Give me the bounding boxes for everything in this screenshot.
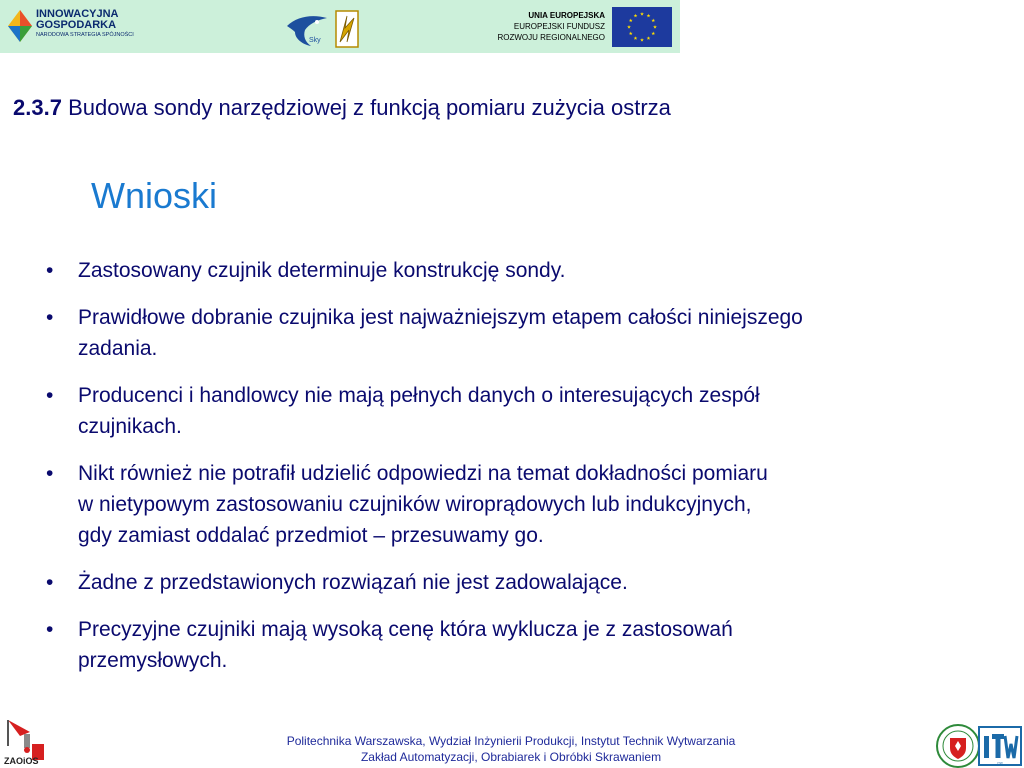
zaoios-label: ZAOiOS: [4, 756, 39, 766]
list-item: [46, 255, 1006, 286]
conclusions-heading: Wnioski: [91, 175, 218, 216]
bullet-marker: •: [46, 571, 54, 594]
innovative-economy-logo-icon: [6, 6, 34, 46]
itw-logo-icon: [978, 726, 1022, 766]
list-item-line: gdy zamiast oddalać przedmiot – przesuwamy go.: [78, 524, 544, 547]
list-item: [46, 567, 1006, 598]
eu-line2: EUROPEJSKI FUNDUSZ: [513, 22, 605, 31]
section-title-text: Budowa sondy narzędziowej z funkcją pomiaru zużycia ostrza: [68, 95, 671, 120]
program-logo-line3: NARODOWA STRATEGIA SPÓJNOŚCI: [36, 32, 134, 38]
bullet-marker: •: [46, 462, 54, 485]
bullet-marker: •: [46, 259, 54, 282]
section-title: [13, 95, 671, 121]
conclusions-list: [46, 255, 1006, 692]
program-logo-line1: INNOWACYJNA: [36, 8, 119, 20]
bird-logo-icon: [283, 8, 331, 48]
bullet-marker: •: [46, 384, 54, 407]
regional-logo-icon: [335, 10, 359, 48]
zaoios-logo-icon: [2, 716, 48, 766]
list-item-line: zadania.: [78, 337, 158, 360]
footer-line1: Politechnika Warszawska, Wydział Inżynierii Produkcji, Instytut Technik Wytwarzania: [286, 734, 736, 748]
section-number: 2.3.7: [13, 95, 62, 120]
list-item-line: w nietypowym zastosowaniu czujników wiroprądowych lub indukcyjnych,: [78, 493, 752, 516]
bird-logo-text: Sky: [309, 37, 321, 44]
eu-flag-icon: [612, 7, 672, 47]
eu-line3: ROZWOJU REGIONALNEGO: [497, 33, 605, 42]
footer-text: [256, 733, 766, 765]
list-item-line: Żadne z przedstawionych rozwiązań nie jest zadowalające.: [78, 571, 628, 594]
program-logo-text: [36, 9, 134, 39]
list-item-line: czujnikach.: [78, 415, 182, 438]
itw-label: ITW: [997, 761, 1003, 765]
header-banner: [0, 0, 680, 53]
list-item: [46, 614, 1006, 676]
list-item-line: przemysłowych.: [78, 649, 228, 672]
list-item: [46, 302, 1006, 364]
bullet-marker: •: [46, 618, 54, 641]
eu-line1: UNIA EUROPEJSKA: [528, 11, 605, 20]
program-logo-line2: GOSPODARKA: [36, 19, 117, 31]
list-item: [46, 380, 1006, 442]
bullet-marker: •: [46, 306, 54, 329]
list-item-line: Nikt również nie potrafił udzielić odpowiedzi na temat dokładności pomiaru: [78, 462, 768, 485]
list-item: [46, 458, 1006, 551]
list-item-line: Zastosowany czujnik determinuje konstrukcję sondy.: [78, 259, 566, 282]
list-item-line: Precyzyjne czujniki mają wysoką cenę która wyklucza je z zastosowań: [78, 618, 733, 641]
footer-line2: Zakład Automatyzacji, Obrabiarek i Obróbki Skrawaniem: [360, 750, 662, 764]
university-seal-icon: [936, 724, 980, 768]
list-item-line: Prawidłowe dobranie czujnika jest najważniejszym etapem całości niniejszego: [78, 306, 803, 329]
eu-text: [497, 10, 605, 43]
list-item-line: Producenci i handlowcy nie mają pełnych danych o interesujących zespół: [78, 384, 760, 407]
